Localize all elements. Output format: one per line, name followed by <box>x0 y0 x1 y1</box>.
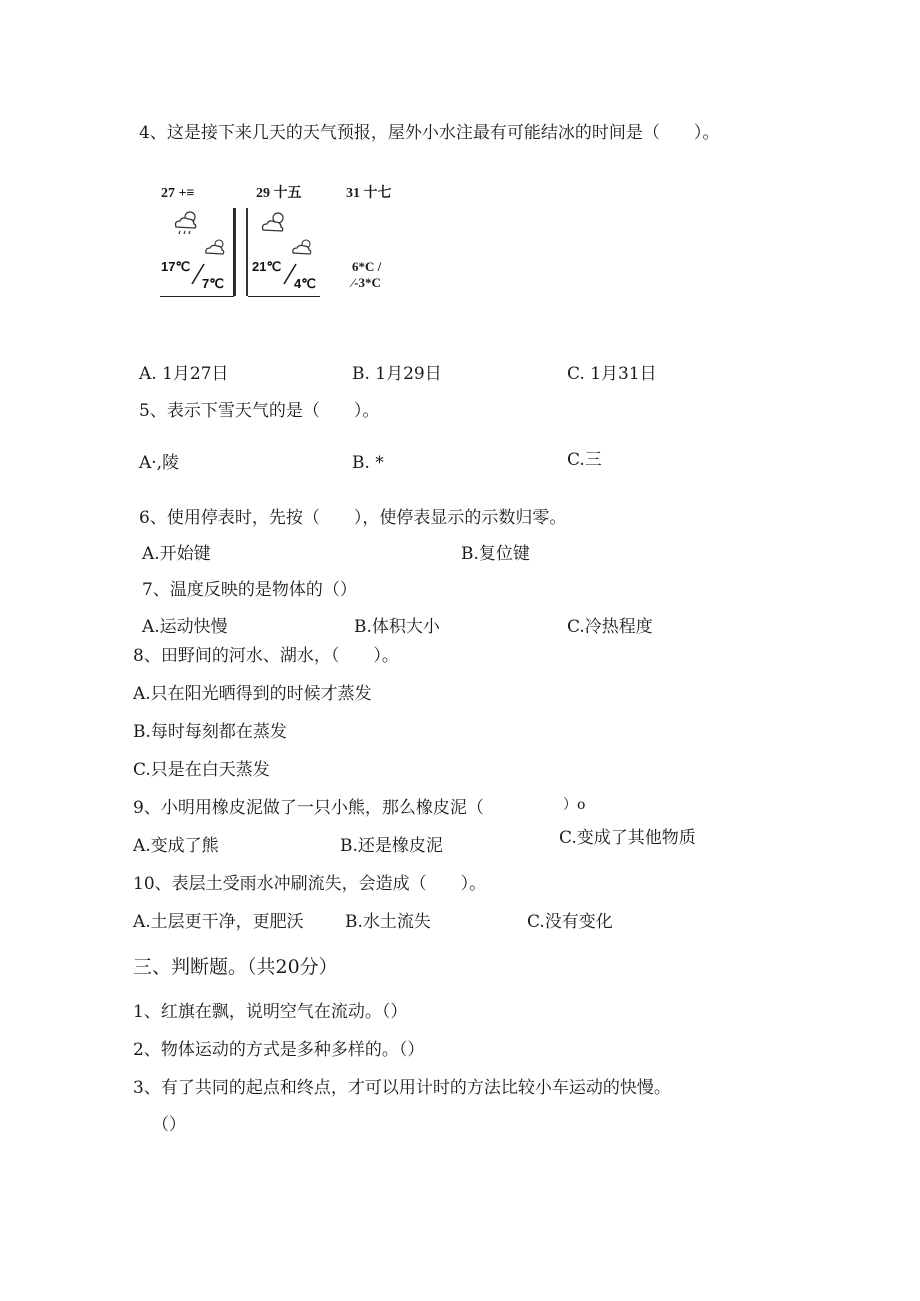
section-title: 三、判断题。（共20分） <box>133 956 338 978</box>
forecast-date-3: 31 十七 <box>346 186 392 201</box>
q4-stem: 4、这是接下来几天的天气预报，屋外小水注最有可能结冰的时间是（ ）。 <box>139 123 720 143</box>
q7-option-a[interactable]: A.运动快慢 <box>142 617 228 637</box>
q9-option-a[interactable]: A.变成了熊 <box>133 836 219 856</box>
q10-option-b[interactable]: B.水土流失 <box>345 912 431 932</box>
judge-item-2: 2、物体运动的方式是多种多样的。（） <box>133 1040 425 1060</box>
forecast-date-1: 27 +≡ <box>161 186 195 201</box>
q6-option-a[interactable]: A.开始键 <box>142 544 211 564</box>
q10-option-c[interactable]: C.没有变化 <box>527 912 613 932</box>
q9-stem: 9、小明用橡皮泥做了一只小熊，那么橡皮泥（ <box>133 798 484 818</box>
judge-item-3-answer[interactable]: （） <box>152 1115 186 1135</box>
partly-cloudy-icon <box>258 210 290 236</box>
partly-cloudy-icon <box>290 236 316 258</box>
q7-option-c[interactable]: C.冷热程度 <box>567 617 653 637</box>
q4-option-b[interactable]: B. 1月29日 <box>352 364 442 384</box>
q8-option-b[interactable]: B.每时每刻都在蒸发 <box>133 722 287 742</box>
forecast-high-1: 17℃ <box>161 259 191 274</box>
q7-stem: 7、温度反映的是物体的（） <box>142 580 357 600</box>
q10-stem: 10、表层土受雨水冲刷流失，会造成（ ）。 <box>133 874 487 894</box>
q7-option-b[interactable]: B.体积大小 <box>354 617 440 637</box>
q5-stem: 5、表示下雪天气的是（ ）。 <box>139 401 380 421</box>
judge-item-1: 1、红旗在飘，说明空气在流动。（） <box>133 1002 408 1022</box>
q6-option-b[interactable]: B.复位键 <box>461 544 530 564</box>
forecast-temp-3-line1: 6*C / <box>352 259 382 274</box>
forecast-low-2: 4℃ <box>294 276 316 291</box>
forecast-high-2: 21℃ <box>252 259 282 274</box>
forecast-date-2: 29 十五 <box>256 186 302 201</box>
q8-option-c[interactable]: C.只是在白天蒸发 <box>133 760 270 780</box>
judge-item-3: 3、有了共同的起点和终点，才可以用计时的方法比较小车运动的快慢。 <box>133 1078 671 1098</box>
q5-option-b[interactable]: B. * <box>352 453 384 473</box>
forecast-low-1: 7℃ <box>202 276 224 291</box>
q4-option-a[interactable]: A. 1月27日 <box>139 364 229 384</box>
q10-option-a[interactable]: A.土层更干净，更肥沃 <box>133 912 304 932</box>
partly-cloudy-icon <box>203 236 229 258</box>
q8-stem: 8、田野间的河水、湖水，（ ）。 <box>133 646 399 666</box>
q9-option-b[interactable]: B.还是橡皮泥 <box>340 836 443 856</box>
q5-option-c[interactable]: C.三 <box>567 450 602 470</box>
q9-option-c[interactable]: C.变成了其他物质 <box>559 828 696 848</box>
cloud-rain-icon <box>170 210 202 236</box>
q5-option-a[interactable]: A·,陵 <box>139 453 180 473</box>
q9-stem-end: ）o <box>563 797 586 813</box>
q4-option-c[interactable]: C. 1月31日 <box>567 364 657 384</box>
q8-option-a[interactable]: A.只在阳光晒得到的时候才蒸发 <box>133 684 372 704</box>
forecast-temp-3-line2: ⁄-3*C <box>352 275 381 290</box>
panel-divider-1 <box>234 208 236 296</box>
q6-stem: 6、使用停表时，先按（ ），使停表显示的示数归零。 <box>139 508 567 528</box>
